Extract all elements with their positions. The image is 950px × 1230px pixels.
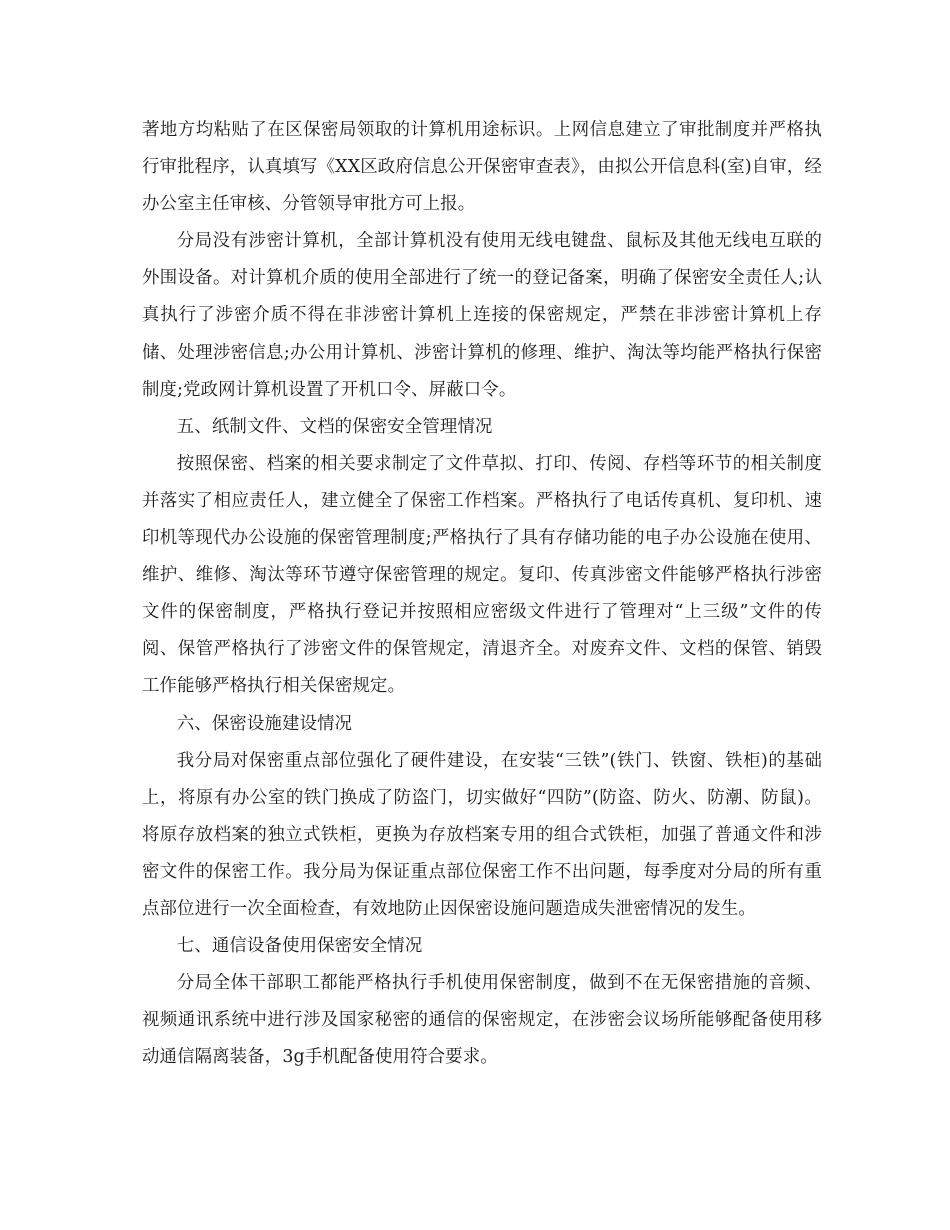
section-heading-paper-documents: 五、纸制文件、文档的保密安全管理情况	[176, 416, 493, 437]
section-heading-facilities: 六、保密设施建设情况	[176, 713, 353, 734]
paragraph-continued: 著地方均粘贴了在区保密局领取的计算机用途标识。上网信息建立了审批制度并严格执行审批程序，认真填写《XX区政府信息公开保密审查表》，由拟公开信息科(室)自审，经办公室主任审核、分管领导审批方可上报。	[142, 120, 822, 215]
section-heading-communications: 七、通信设备使用保密安全情况	[176, 936, 423, 957]
paragraph-facilities: 我分局对保密重点部位强化了硬件建设，在安装“三铁”(铁门、铁窗、铁柜)的基础上，将原有办公室的铁门换成了防盗门，切实做好“四防”(防盗、防火、防潮、防鼠)。将原存放档案的独立式铁柜，更换为存放档案专用的组合式铁柜，加强了普通文件和涉密文件的保密工作。我分局为保证重点部位保密工作不出问题，每季度对分局的所有重点部位进行一次全面检查，有效地防止因保密设施问题造成失泄密情况的发生。	[142, 750, 822, 919]
document-body	[142, 112, 822, 1076]
paragraph-communications: 分局全体干部职工都能严格执行手机使用保密制度，做到不在无保密措施的音频、视频通讯系统中进行涉及国家秘密的通信的保密规定，在涉密会议场所能够配备使用移动通信隔离装备，3g手机配备使用符合要求。	[142, 973, 822, 1068]
paragraph-computers: 分局没有涉密计算机，全部计算机没有使用无线电键盘、鼠标及其他无线电互联的外围设备。对计算机介质的使用全部进行了统一的登记备案，明确了保密安全责任人;认真执行了涉密介质不得在非涉密计算机上连接的保密规定，严禁在非涉密计算机上存储、处理涉密信息;办公用计算机、涉密计算机的修理、维护、淘汰等均能严格执行保密制度;党政网计算机设置了开机口令、屏蔽口令。	[142, 231, 822, 400]
paragraph-paper-documents: 按照保密、档案的相关要求制定了文件草拟、打印、传阅、存档等环节的相关制度并落实了相应责任人，建立健全了保密工作档案。严格执行了电话传真机、复印机、速印机等现代办公设施的保密管理制度;严格执行了具有存储功能的电子办公设施在使用、维护、维修、淘汰等环节遵守保密管理的规定。复印、传真涉密文件能够严格执行涉密文件的保密制度，严格执行登记并按照相应密级文件进行了管理对“上三级”文件的传阅、保管严格执行了涉密文件的保管规定，清退齐全。对废弃文件、文档的保管、销毁工作能够严格执行相关保密规定。	[142, 453, 822, 697]
